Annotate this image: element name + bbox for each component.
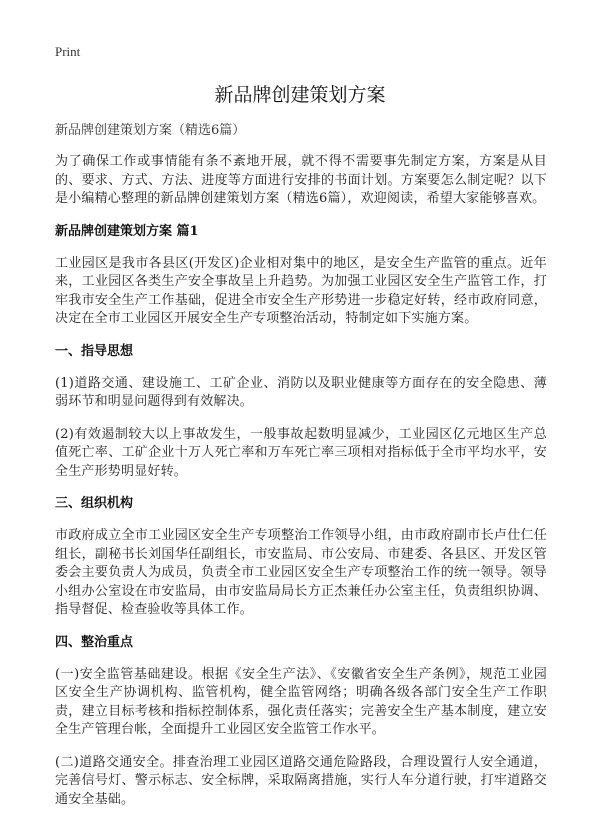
key-points-paragraph-1: (一)安全监管基础建设。根据《安全生产法》、《安徽省安全生产条例》，规范工业园区安全生产协调机构、监管机构，健全监管网络；明确各级各部门安全生产工作职责，建立目标考核和指标控制体系，强化责任落实；完善安全生产基本制度，建立安全生产管理台帐，全面提升工业园区安全监管工作水平。	[55, 666, 547, 737]
section-heading-guiding-ideology: 一、指导思想	[55, 343, 134, 359]
organization-paragraph: 市政府成立全市工业园区安全生产专项整治工作领导小组，由市政府副市长卢仕仁任组长，副秘书长刘国华任副组长，市安监局、市公安局、市建委、各县区、开发区管委会主要负责人为成员，负责全市工业园区安全生产专项整治工作的统一领导。领导小组办公室设在市安监局，由市安监局局长方正杰兼任办公室主任，负责组织协调、指导督促、检查验收等具体工作。	[55, 528, 547, 617]
guiding-paragraph-2: (2)有效遏制较大以上事故发生，一般事故起数明显减少，工业园区亿元地区生产总值死亡率、工矿企业十万人死亡率和万车死亡率三项相对指标低于全市平均水平，安全生产形势明显好转。	[55, 426, 547, 479]
chapter-heading: 新品牌创建策划方案 篇1	[55, 223, 199, 239]
print-link[interactable]: Print	[55, 44, 81, 59]
section-heading-organization: 三、组织机构	[55, 496, 134, 511]
document-body	[55, 122, 547, 823]
key-points-paragraph-2: (二)道路交通安全。排查治理工业园区道路交通危险路段，合理设置行人安全通道，完善信号灯、警示标志、安全标牌，采取隔离措施，实行人车分道行驶，打牢道路交通安全基础。	[55, 754, 547, 807]
section-heading-key-points: 四、整治重点	[55, 634, 134, 650]
chapter-intro-paragraph: 工业园区是我市各县区(开发区)企业相对集中的地区，是安全生产监管的重点。近年来，工业园区各类生产安全事故呈上升趋势。为加强工业园区安全生产监管工作，打牢我市安全生产工作基础，促进全市安全生产形势进一步稳定好转，经市政府同意，决定在全市工业园区开展安全生产专项整治活动，特制定如下实施方案。	[55, 255, 547, 326]
document-title: 新品牌创建策划方案	[214, 84, 386, 106]
intro-paragraph: 为了确保工作或事情能有条不紊地开展，就不得不需要事先制定方案，方案是从目的、要求、方式、方法、进度等方面进行安排的书面计划。方案要怎么制定呢？以下是小编精心整理的新品牌创建策划方案（精选6篇），欢迎阅读，希望大家能够喜欢。	[55, 154, 547, 206]
document-subtitle: 新品牌创建策划方案（精选6篇）	[55, 123, 246, 138]
guiding-paragraph-1: (1)道路交通、建设施工、工矿企业、消防以及职业健康等方面存在的安全隐患、薄弱环节和明显问题得到有效解决。	[55, 375, 547, 409]
